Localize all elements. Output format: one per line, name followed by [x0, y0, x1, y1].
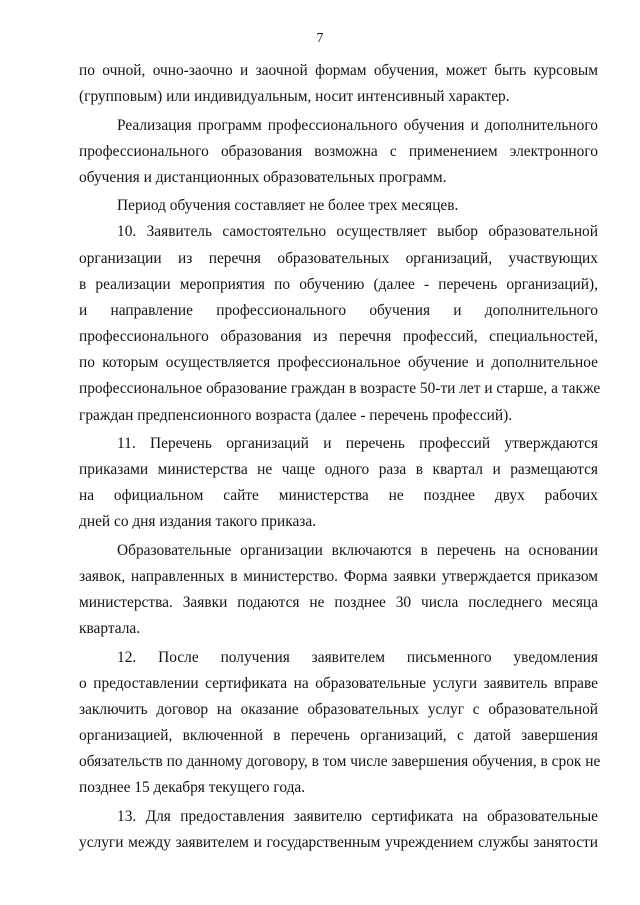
- text-line: дней со дня издания такого приказа.: [79, 513, 317, 530]
- text-line: о предоставлении сертификата на образовательные услуги заявитель вправе: [79, 675, 598, 692]
- page-number: 7: [316, 31, 324, 46]
- text-line: министерства. Заявки подаются не позднее 30 числа последнего месяца: [79, 594, 598, 611]
- text-line: Период обучения составляет не более трех месяцев.: [117, 197, 459, 214]
- text-line: профессиональное образование граждан в возрасте 50-ти лет и старше, а также: [79, 380, 601, 397]
- text-line: услуги между заявителем и государственным учреждением службы занятости: [79, 834, 598, 851]
- text-line: позднее 15 декабря текущего года.: [79, 779, 306, 796]
- text-line: профессионального образования из перечня профессий, специальностей,: [79, 328, 598, 345]
- text-line: обязательств по данному договору, в том числе завершения обучения, в срок не: [79, 753, 601, 770]
- text-line: и направление профессионального обучения и дополнительного: [79, 302, 598, 319]
- text-line: граждан предпенсионного возраста (далее - перечень профессий).: [79, 407, 513, 424]
- text-line: Образовательные организации включаются в перечень на основании: [117, 542, 598, 559]
- text-line: на официальном сайте министерства не позднее двух рабочих: [79, 487, 598, 504]
- text-line: 13. Для предоставления заявителю сертификата на образовательные: [117, 808, 598, 825]
- text-line: 11. Перечень организаций и перечень профессий утверждаются: [117, 435, 598, 452]
- text-line: организацией, включенной в перечень организаций, с датой завершения: [79, 727, 598, 744]
- text-line: по которым осуществляется профессиональное обучение и дополнительное: [79, 354, 598, 371]
- text-line: по очной, очно-заочно и заочной формам обучения, может быть курсовым: [79, 62, 598, 79]
- text-line: 12. После получения заявителем письменного уведомления: [117, 649, 598, 666]
- text-line: в реализации мероприятия по обучению (далее - перечень организаций),: [79, 276, 598, 293]
- text-line: Реализация программ профессионального обучения и дополнительного: [117, 117, 598, 134]
- text-line: профессионального образования возможна с применением электронного: [79, 143, 598, 160]
- text-line: 10. Заявитель самостоятельно осуществляет выбор образовательной: [117, 223, 598, 240]
- text-line: организации из перечня образовательных организаций, участвующих: [79, 250, 598, 267]
- text-line: приказами министерства не чаще одного раза в квартал и размещаются: [79, 461, 598, 478]
- text-line: заявок, направленных в министерство. Форма заявки утверждается приказом: [79, 568, 598, 585]
- text-line: заключить договор на оказание образовательных услуг с образовательной: [79, 701, 598, 718]
- text-line: квартала.: [79, 620, 141, 637]
- text-line: обучения и дистанционных образовательных программ.: [79, 169, 447, 186]
- text-line: (групповым) или индивидуальным, носит интенсивный характер.: [79, 88, 510, 105]
